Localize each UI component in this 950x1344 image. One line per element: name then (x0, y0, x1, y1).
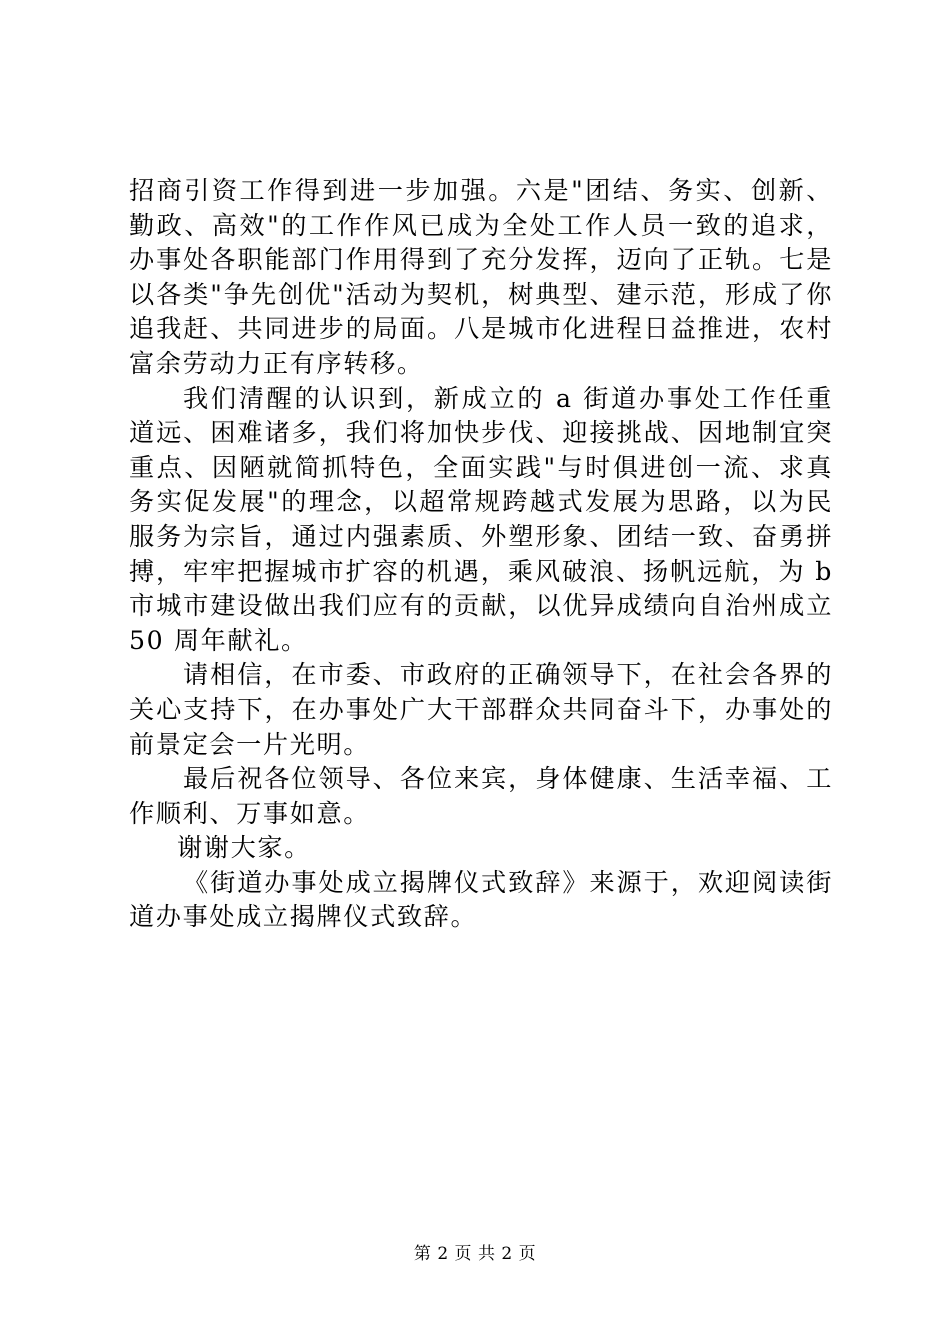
paragraph-continuation: 招商引资工作得到进一步加强。六是"团结、务实、创新、勤政、高效"的工作作风已成为全处工作人员一致的追求，办事处各职能部门作用得到了充分发挥，迈向了正轨。七是以各类"争先创优"活动为契机，树典型、建示范，形成了你追我赶、共同进步的局面。八是城市化进程日益推进，农村富余劳动力正有序转移。 (129, 176, 833, 378)
paragraph-confidence: 请相信，在市委、市政府的正确领导下，在社会各界的关心支持下，在办事处广大干部群众共同奋斗下，办事处的前景定会一片光明。 (129, 660, 833, 759)
paragraph-source-note: 《街道办事处成立揭牌仪式致辞》来源于，欢迎阅读街道办事处成立揭牌仪式致辞。 (129, 867, 833, 932)
paragraph-outlook: 我们清醒的认识到，新成立的 a 街道办事处工作任重道远、困难诸多，我们将加快步伐、迎接挑战、因地制宜突重点、因陋就简抓特色，全面实践"与时俱进创一流、求真务实促发展"的理念，以超常规跨越式发展为思路，以为民服务为宗旨，通过内强素质、外塑形象、团结一致、奋勇拼搏，牢牢把握城市扩容的机遇，乘风破浪、扬帆远航，为 b 市城市建设做出我们应有的贡献，以优异成绩向自治州成立 50 周年献礼。 (129, 383, 833, 655)
page-number-footer: 第 2 页 共 2 页 (413, 1244, 537, 1264)
paragraph-wishes: 最后祝各位领导、各位来宾，身体健康、生活幸福、工作顺利、万事如意。 (129, 764, 833, 828)
document-body (129, 174, 833, 935)
paragraph-thanks: 谢谢大家。 (177, 833, 311, 863)
